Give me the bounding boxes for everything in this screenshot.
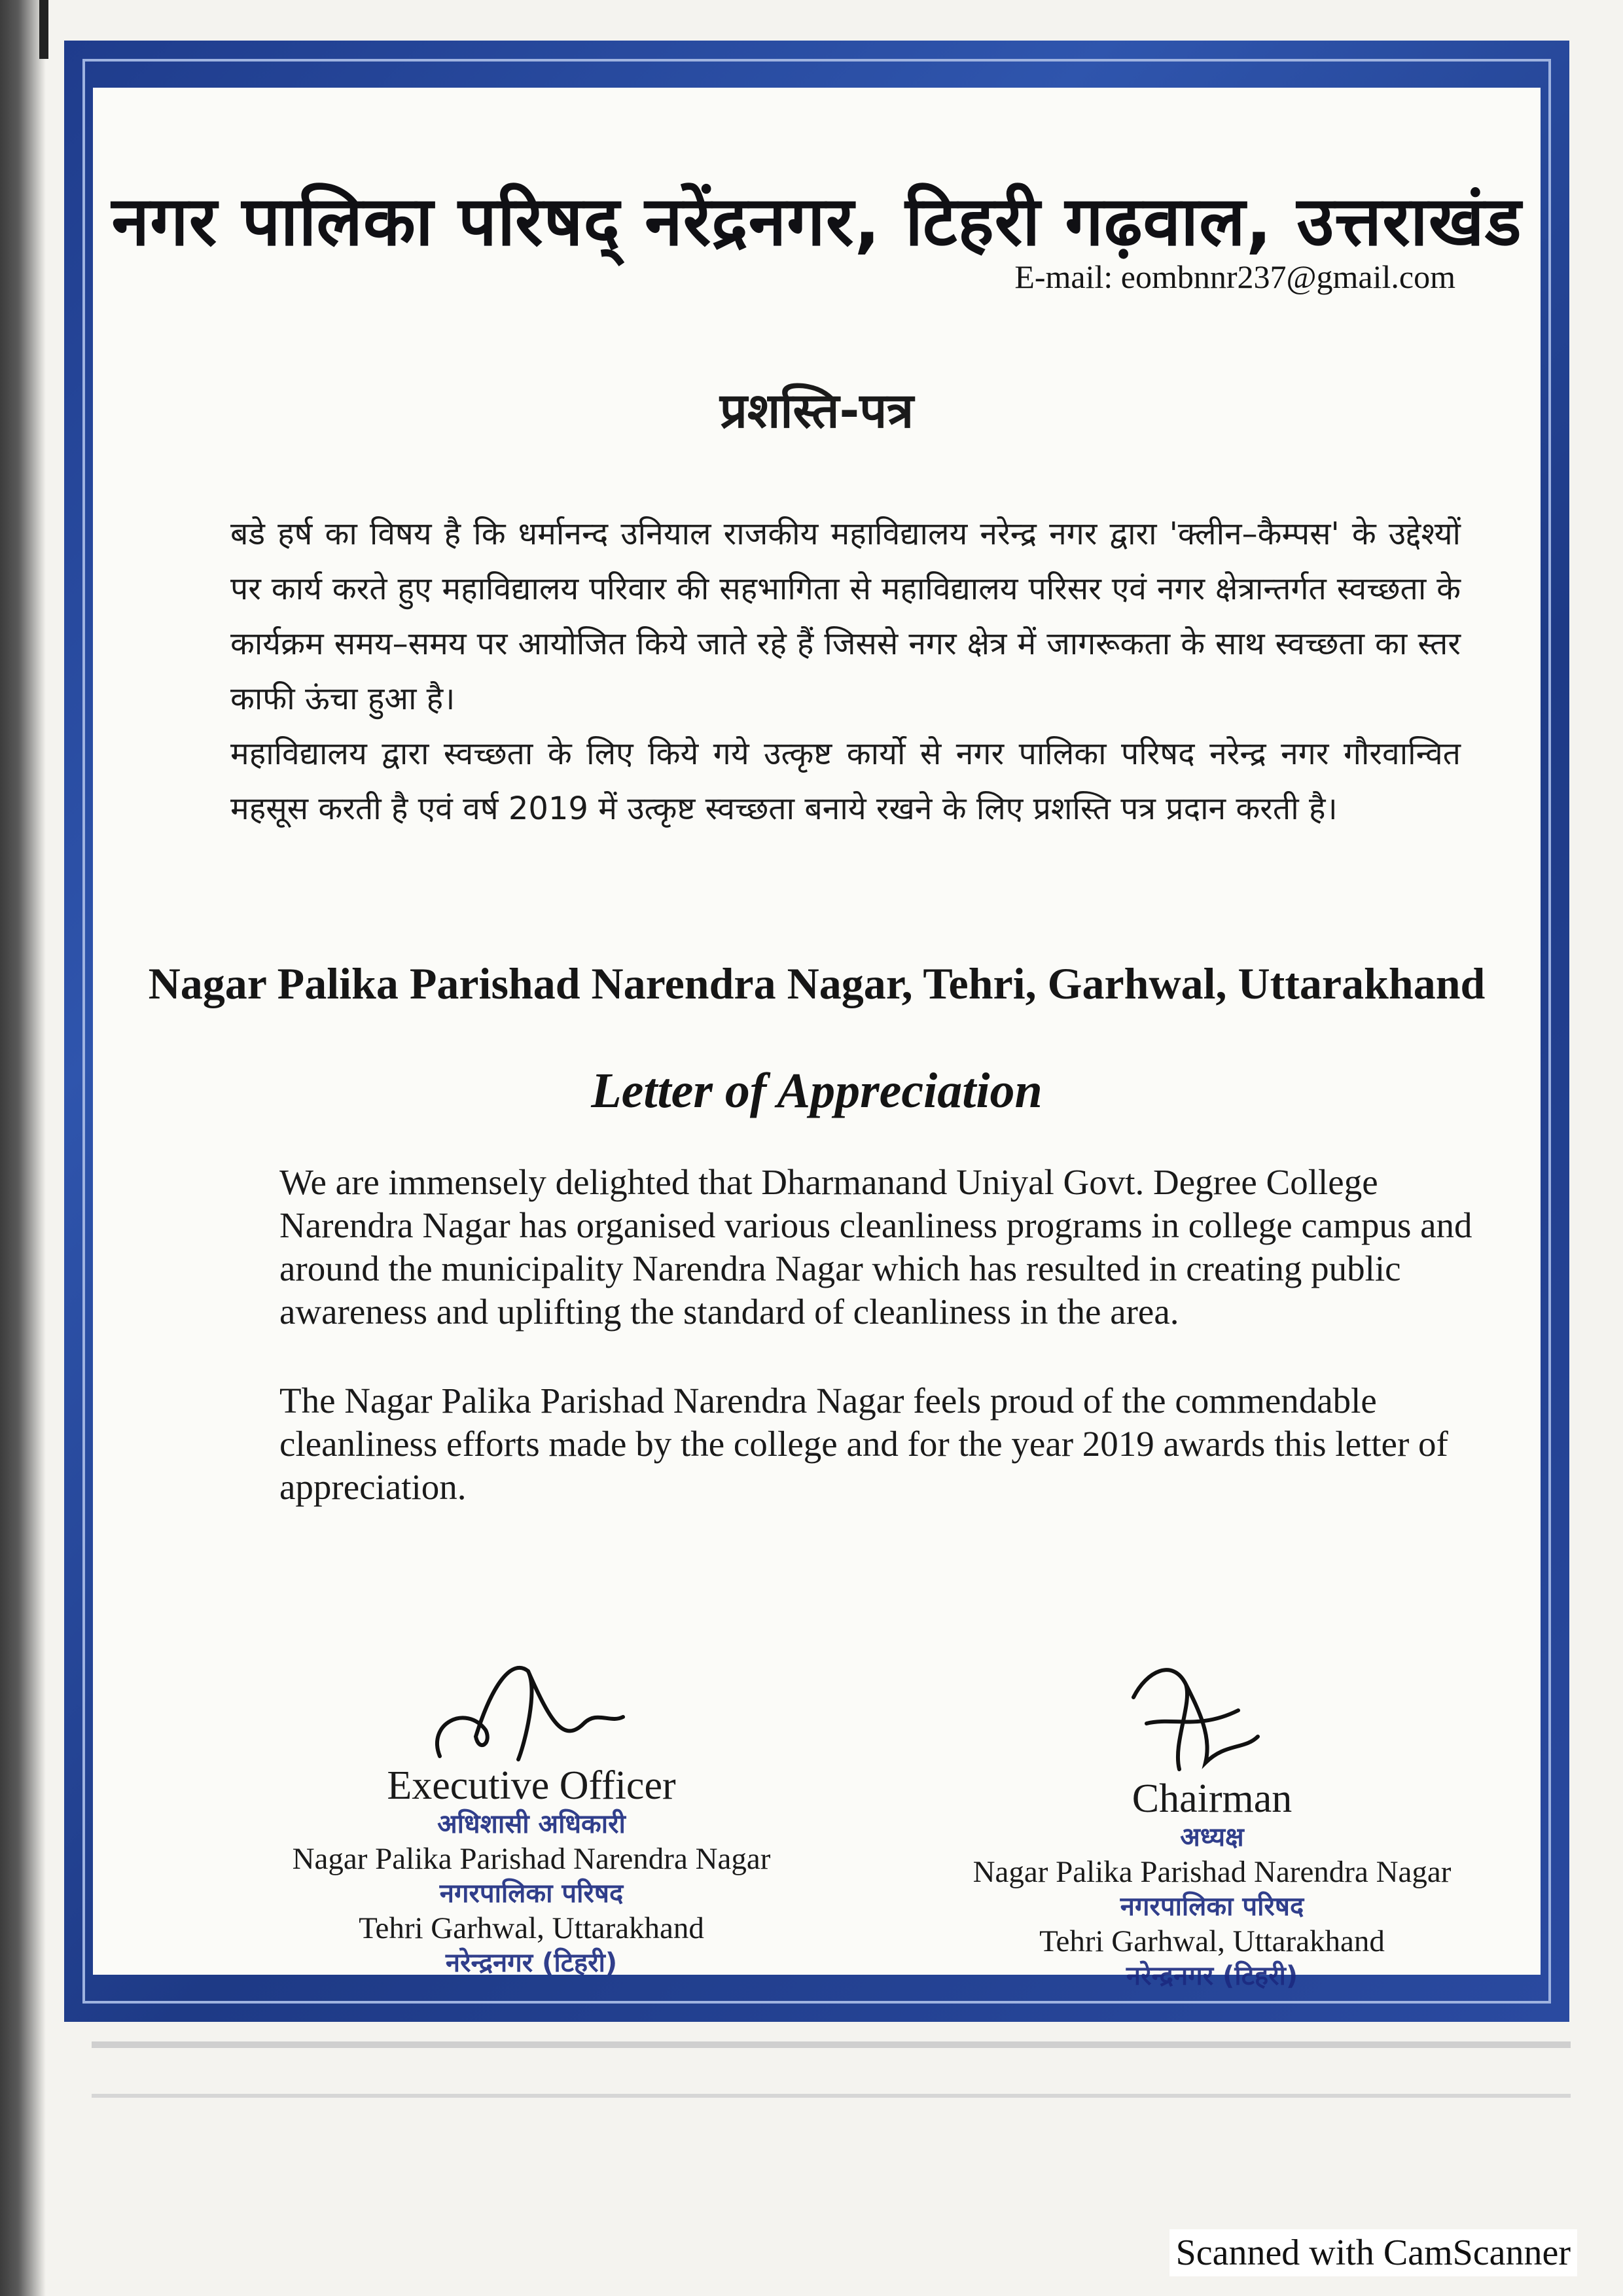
chairman-organization: Nagar Palika Parishad Narendra Nagar	[972, 1855, 1452, 1889]
certificate-border	[64, 41, 1569, 2022]
english-body	[279, 1161, 1490, 1555]
chairman-stamp-footer	[918, 1961, 1507, 1991]
stamp-line: नरेन्द्रनगर (टिहरी)	[445, 1948, 618, 1978]
stamp-line: अधिशासी अधिकारी	[437, 1809, 626, 1839]
executive-officer-signature-block	[237, 1645, 826, 1978]
executive-officer-stamp-body	[237, 1879, 826, 1909]
chairman-stamp-body	[918, 1892, 1507, 1922]
stamp-line: अध्यक्ष	[1180, 1822, 1244, 1852]
scan-artifact-line	[39, 0, 48, 59]
executive-officer-organization: Nagar Palika Parishad Narendra Nagar	[292, 1842, 771, 1876]
executive-officer-stamp	[237, 1809, 826, 1839]
executive-officer-stamp-footer	[237, 1948, 826, 1978]
hindi-paragraph-2: महाविद्यालय द्वारा स्वच्छता के लिए किये गये उत्कृष्ट कार्यो से नगर पालिका परिषद नरेन्द्र नगर गौरवान्वित महसूस करती है एवं वर्ष 2019 में उत्कृष्ट स्वच्छता बनाये रखने के लिए प्रशस्ति पत्र प्रदान करती है।	[230, 735, 1461, 827]
executive-officer-title: Executive Officer	[387, 1763, 676, 1808]
certificate-paper	[93, 88, 1541, 1991]
stamp-line: नरेन्द्रनगर (टिहरी)	[1126, 1961, 1298, 1991]
scan-edge-shadow	[0, 0, 46, 2296]
english-certificate-title: Letter of Appreciation	[591, 1063, 1043, 1118]
scanner-watermark: Scanned with CamScanner	[1169, 2229, 1577, 2276]
hindi-organization-header: नगर पालिका परिषद् नरेंद्रनगर, टिहरी गढ़वाल, उत्तराखंड	[111, 181, 1522, 261]
stamp-line: नगरपालिका परिषद	[439, 1879, 624, 1909]
executive-officer-signature	[414, 1645, 649, 1776]
scan-bottom-line	[92, 2041, 1571, 2048]
english-organization-header: Nagar Palika Parishad Narendra Nagar, Tehri, Garhwal, Uttarakhand	[148, 959, 1486, 1008]
email-address: E-mail: eombnnr237@gmail.com	[1014, 258, 1455, 295]
chairman-signature	[1094, 1645, 1330, 1789]
chairman-title: Chairman	[1132, 1776, 1293, 1821]
hindi-body	[230, 506, 1461, 836]
scan-bottom-line-2	[92, 2094, 1571, 2098]
english-paragraph-2: The Nagar Palika Parishad Narendra Nagar feels proud of the commendable cleanliness efforts made by the college and for the year 2019 awards this letter of appreciation.	[279, 1381, 1448, 1507]
stamp-line: नगरपालिका परिषद	[1120, 1892, 1304, 1922]
chairman-stamp	[918, 1822, 1507, 1852]
chairman-signature-block	[918, 1645, 1507, 1991]
hindi-paragraph-1: बडे हर्ष का विषय है कि धर्मानन्द उनियाल राजकीय महाविद्यालय नरेन्द्र नगर द्वारा 'क्लीन–कैम्पस' के उद्देश्यों पर कार्य करते हुए महाविद्यालय परिवार की सहभागिता से महाविद्यालय परिसर एवं नगर क्षेत्रान्तर्गत स्वच्छता के कार्यक्रम समय–समय पर आयोजित किये जाते रहे हैं जिससे नगर क्षेत्र में जागरूकता के साथ स्वच्छता का स्तर काफी ऊंचा हुआ है।	[230, 516, 1461, 717]
chairman-location: Tehri Garhwal, Uttarakhand	[1039, 1924, 1385, 1958]
executive-officer-location: Tehri Garhwal, Uttarakhand	[359, 1911, 704, 1945]
english-paragraph-1: We are immensely delighted that Dharmanand Uniyal Govt. Degree College Narendra Nagar has organised various cleanliness programs in college campus and around the municipality Narendra Nagar which has resulted in creating public awareness and uplifting the standard of cleanliness in the area.	[279, 1162, 1472, 1332]
hindi-certificate-title: प्रशस्ति-पत्र	[719, 383, 914, 439]
